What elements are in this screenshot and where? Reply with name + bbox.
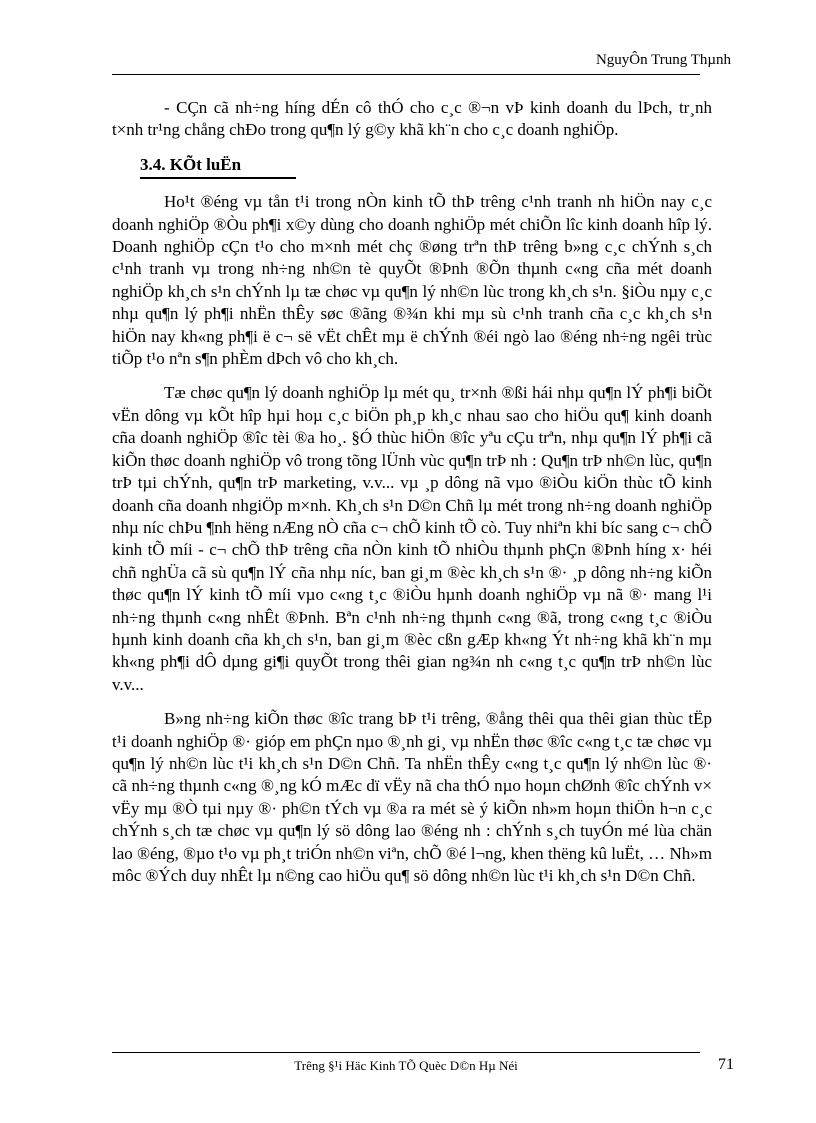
header-rule bbox=[112, 74, 700, 75]
footer-school: Trêng §¹i Häc Kinh TÕ Quèc D©n Hµ Néi bbox=[294, 1058, 518, 1073]
paragraph-1: Ho¹t ®éng vµ tån t¹i trong nÒn kinh tÕ thÞ trêng c¹nh tranh nh hiÖn nay c¸c doanh nghiÖp ®Òu ph¶i x©y dùng cho doanh nghiÖp mét chiÕn lîc kinh doanh hîp lý. Doanh nghiÖp cÇn t¹o cho m×nh mét chç ®øng trªn thÞ trêng b»ng c¸c chÝnh s¸ch c¹nh tranh vµ trong nh÷ng nh©n tè quyÕt ®Þnh ®Õn thµnh c«ng cña mét doanh nghiÖp kh¸ch s¹n chÝnh lµ tæ chøc vµ qu¶n lý nh©n lùc trong kh¸ch s¹n. §iÒu nµy c¸c nhµ qu¶n lý ph¶i nhËn thÊy søc ®ãng ®¾n khi mµ sù c¹nh tranh cña c¸c kh¸ch s¹n hiÖn nay kh«ng ph¶i ë c¬ së vËt chÊt mµ ë chÝnh ®éi ngò lao ®éng nh÷ng ngêi trùc tiÕp t¹o nªn s¶n phÈm dÞch vô cho kh¸ch. bbox=[112, 192, 712, 369]
header-author: NguyÔn Trung Thµnh bbox=[595, 52, 731, 68]
paragraph-3: B»ng nh÷ng kiÕn thøc ®îc trang bÞ t¹i trêng, ®ång thêi qua thêi gian thùc tËp t¹i doanh nghiÖp ®· gióp em phÇn nµo ®¸nh gi¸ vµ nhËn thøc ®îc c«ng t¸c tæ chøc vµ qu¶n lý nh©n lùc t¹i kh¸ch s¹n D©n Chñ. Ta nhËn thÊy c«ng t¸c qu¶n lý nh©n lùc ®· cã nh÷ng thµnh c«ng ®¸ng kÓ mÆc dï vËy nã cha thÓ nµo hoµn chØnh ®îc chÝnh v× vËy mµ ®Ò tµi nµy ®· ph©n tÝch vµ ®a ra mét sè ý kiÕn nh»m hoµn thiÖn h¬n c¸c chÝnh s¸ch tæ chøc vµ qu¶n lý sö dông lao ®éng nh : chÝnh s¸ch tuyÓn mé lùa chän lao ®éng, ®µo t¹o vµ ph¸t triÓn nh©n viªn, chÕ ®é l¬ng, khen thëng kû luËt, … Nh»m môc ®Ých duy nhÊt lµ n©ng cao hiÖu qu¶ sö dông nh©n lùc t¹i kh¸ch s¹n D©n Chñ. bbox=[112, 709, 712, 885]
paragraph-2: Tæ chøc qu¶n lý doanh nghiÖp lµ mét qu¸ tr×nh ®ßi hái nhµ qu¶n lÝ ph¶i biÕt vËn dông vµ kÕt hîp hµi hoµ c¸c biÖn ph¸p kh¸c nhau sao cho hiÖu qu¶ kinh doanh cña doanh nghiÖp ®îc tèi ®a ho¸. §Ó thùc hiÖn ®îc yªu cÇu trªn, nhµ qu¶n lÝ ph¶i cã kiÕn thøc doanh nghiÖp vô trong tõng lÜnh vùc qu¶n trÞ nh : Qu¶n trÞ nh©n lùc, qu¶n trÞ tµi chÝnh, qu¶n trÞ marketing, v.v... vµ ¸p dông nã vµo ®iÒu kiÖn thùc tÕ kinh doanh cña doanh nhgiÖp m×nh. Kh¸ch s¹n D©n Chñ lµ mét trong nh÷ng doanh nghiÖp nhµ níc chÞu ¶nh hëng nÆng nÒ cña c¬ chÕ kinh tÕ cò. Tuy nhiªn khi bíc sang c¬ chÕ kinh tÕ míi - c¬ chÕ thÞ trêng cña nÒn kinh tÕ nhiÒu thµnh phÇn ®Þnh híng x· héi chñ nghÜa cã sù qu¶n lÝ cña nhµ níc, ban gi¸m ®èc kh¸ch s¹n ®· ¸p dông nh÷ng kiÕn thøc qu¶n lÝ kinh tÕ míi vµo c«ng t¸c ®iÒu hµnh doanh nghiÖp vµ nã ®· mang l¹i nh÷ng thµnh c«ng nhÊt ®Þnh. Bªn c¹nh nh÷ng thµnh c«ng ®ã, trong c«ng t¸c ®iÒu hµnh kinh doanh cña kh¸ch s¹n, ban gi¸m ®èc cßn gÆp kh«ng Ýt nh÷ng khã kh¨n mµ kh«ng ph¶i dÔ dµng gi¶i quyÕt trong thêi gian ng¾n nh c«ng t¸c qu¶n trÞ nh©n lùc v.v... bbox=[112, 383, 712, 694]
footer-rule bbox=[112, 1052, 700, 1053]
intro-paragraph: - CÇn cã nh÷ng híng dÉn cô thÓ cho c¸c ®¬n vÞ kinh doanh du lÞch, tr¸nh t×nh tr¹ng chång chÐo trong qu¶n lý g©y khã kh¨n cho c¸c doanh nghiÖp. bbox=[112, 98, 712, 140]
section-heading bbox=[140, 154, 712, 179]
section-heading-text: 3.4. KÕt luËn bbox=[140, 154, 296, 179]
body-content bbox=[112, 97, 712, 887]
page-number: 71 bbox=[718, 1056, 734, 1073]
